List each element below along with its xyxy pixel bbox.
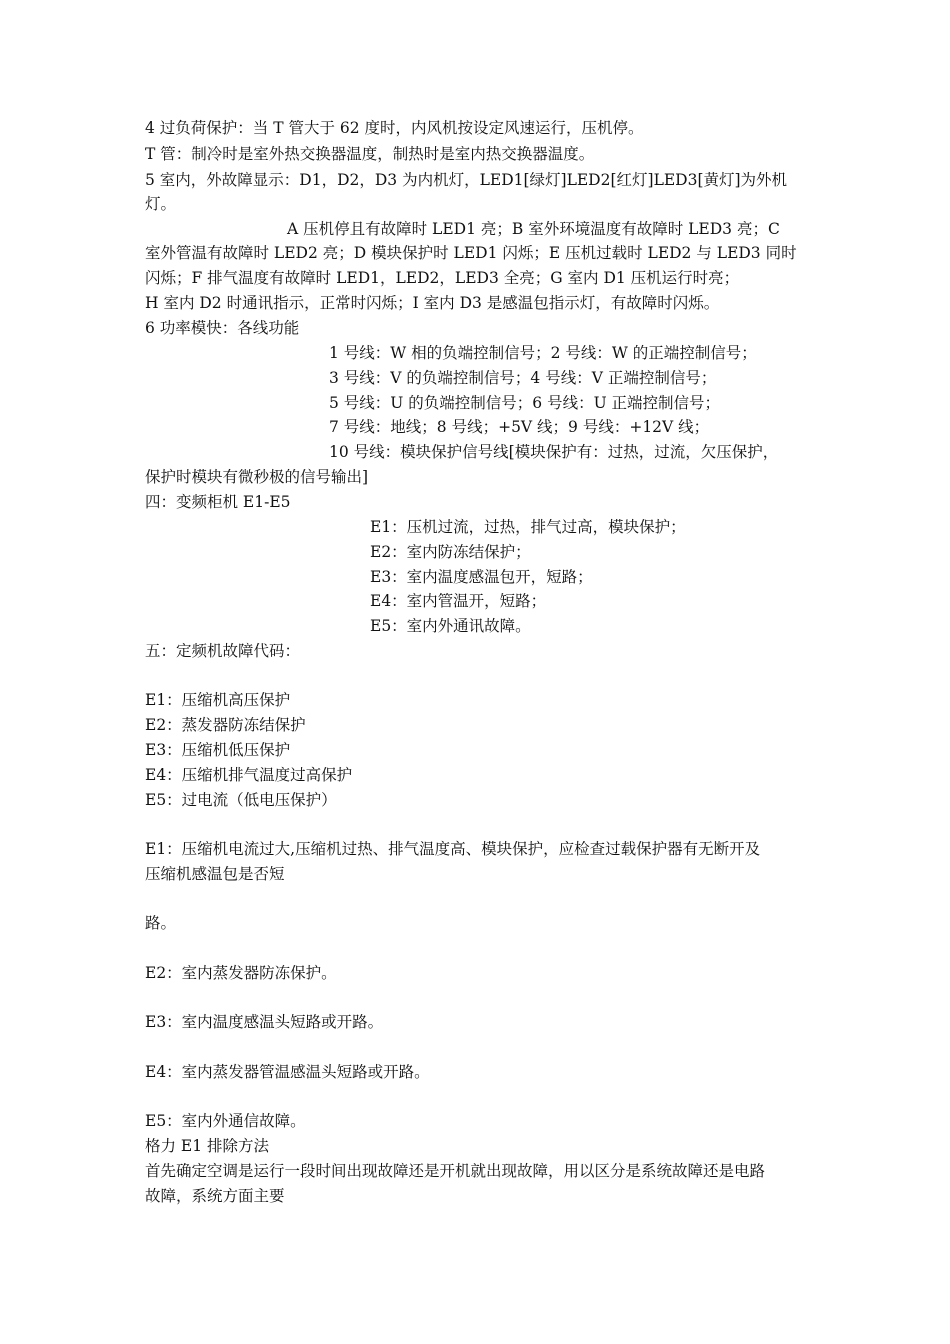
- text-line: E1：压缩机电流过大,压缩机过热、排气温度高、模块保护，应检查过载保护器有无断开及: [145, 840, 761, 858]
- text-line: 4 过负荷保护：当 T 管大于 62 度时，内风机按设定风速运行，压机停。: [145, 119, 644, 137]
- text-line: E3：室内温度感温头短路或开路。: [145, 1013, 384, 1031]
- text-line: 保护时模块有微秒极的信号输出]: [145, 468, 369, 486]
- text-line: E5：室内外通信故障。: [145, 1112, 306, 1130]
- section-heading: 五：定频机故障代码：: [145, 642, 301, 660]
- text-line: E1：压缩机高压保护: [145, 691, 291, 709]
- text-line: T 管：制冷时是室外热交换器温度，制热时是室内热交换器温度。: [145, 145, 595, 163]
- text-line: E4：室内蒸发器管温感温头短路或开路。: [145, 1063, 430, 1081]
- text-line: 6 功率模快：各线功能: [145, 319, 300, 337]
- text-line: 压缩机感温包是否短: [145, 865, 285, 883]
- text-line: 闪烁；F 排气温度有故障时 LED1，LED2，LED3 全亮；G 室内 D1 压机运行时亮；: [145, 269, 740, 287]
- section-heading: 四：变频柜机 E1-E5: [145, 493, 291, 511]
- text-line: 故障，系统方面主要: [145, 1187, 285, 1205]
- text-line: E2：室内蒸发器防冻保护。: [145, 964, 337, 982]
- text-line: A 压机停且有故障时 LED1 亮；B 室外环境温度有故障时 LED3 亮；C: [287, 220, 780, 238]
- text-line: 5 号线：U 的负端控制信号；6 号线：U 正端控制信号；: [329, 394, 721, 412]
- text-line: 5 室内，外故障显示：D1，D2，D3 为内机灯，LED1[绿灯]LED2[红灯]LED3[黄灯]为外机: [145, 171, 788, 189]
- text-line: E3：压缩机低压保护: [145, 741, 291, 759]
- text-line: 3 号线：V 的负端控制信号；4 号线：V 正端控制信号；: [329, 369, 717, 387]
- text-line: 灯。: [145, 195, 177, 213]
- text-line: E3：室内温度感温包开，短路；: [370, 568, 593, 586]
- text-line: 首先确定空调是运行一段时间出现故障还是开机就出现故障，用以区分是系统故障还是电路: [145, 1162, 766, 1180]
- text-line: E5：室内外通讯故障。: [370, 617, 531, 635]
- text-line: E5：过电流（低电压保护）: [145, 791, 337, 809]
- section-heading: 格力 E1 排除方法: [145, 1137, 270, 1155]
- text-line: E1：压机过流，过热，排气过高，模块保护；: [370, 518, 686, 536]
- text-line: E2：室内防冻结保护；: [370, 543, 531, 561]
- text-line: H 室内 D2 时通讯指示，正常时闪烁；I 室内 D3 是感温包指示灯，有故障时闪烁。: [145, 294, 720, 312]
- text-line: 路。: [145, 914, 177, 932]
- text-line: 7 号线：地线；8 号线；+5V 线；9 号线：+12V 线；: [329, 418, 710, 436]
- text-line: E4：压缩机排气温度过高保护: [145, 766, 353, 784]
- text-line: 10 号线：模块保护信号线[模块保护有：过热，过流，欠压保护，: [329, 443, 779, 461]
- text-line: E2：蒸发器防冻结保护: [145, 716, 306, 734]
- text-line: E4：室内管温开，短路；: [370, 592, 547, 610]
- text-line: 室外管温有故障时 LED2 亮；D 模块保护时 LED1 闪烁；E 压机过载时 LED2 与 LED3 同时: [145, 244, 797, 262]
- text-line: 1 号线：W 相的负端控制信号；2 号线：W 的正端控制信号；: [329, 344, 757, 362]
